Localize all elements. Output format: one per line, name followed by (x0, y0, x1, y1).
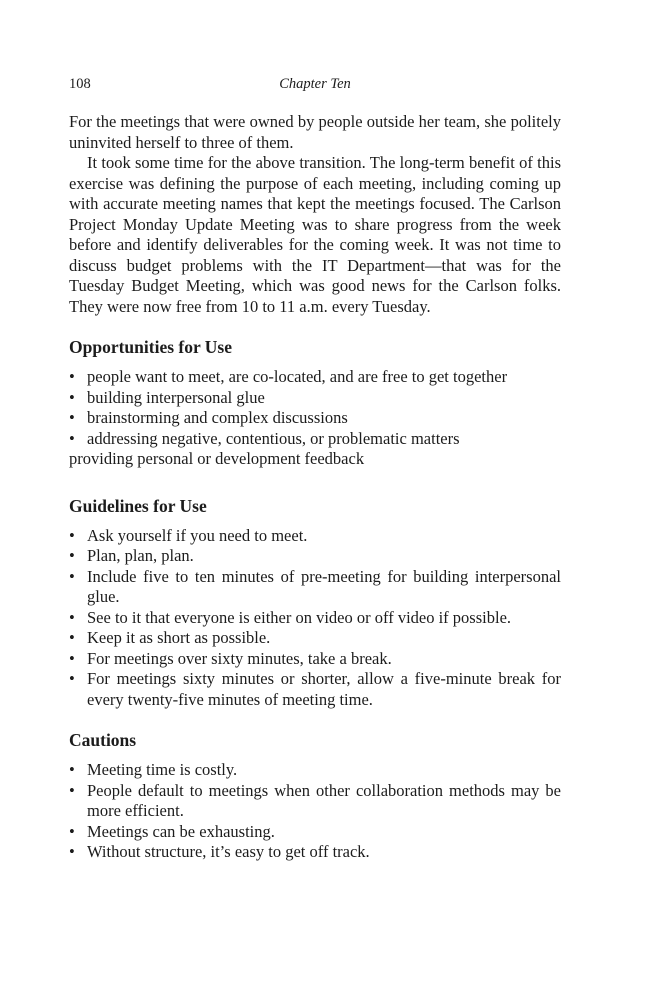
list-item-text: Plan, plan, plan. (87, 546, 194, 565)
list-item-text: building interpersonal glue (87, 387, 265, 407)
paragraph: It took some time for the above transition. The long-term benefit of this exercise was defining the purpose of each meeting, including coming up with accurate meeting names that kept the meetings focused. The Carlson Project Monday Update Meeting was to share progress from the week before and identify deliverables for the coming week. It was not time to discuss budget problems with the IT Department—that was for the Tuesday Budget Meeting, which was good news for the Carlson folks. They were now free from 10 to 11 a.m. every Tuesday. (69, 153, 561, 316)
bullet-icon: • (69, 408, 75, 427)
list-item-text: Meeting time is costly. (87, 760, 238, 779)
list-item (69, 388, 561, 409)
bullet-icon: • (69, 566, 75, 586)
bullet-icon: • (69, 387, 75, 407)
list-item (69, 760, 561, 781)
bullet-icon: • (69, 628, 75, 647)
list-item (69, 408, 561, 429)
paragraph: For the meetings that were owned by people outside her team, she politely uninvited herself to three of them. (69, 112, 561, 152)
section-heading-cautions: Cautions (69, 730, 137, 750)
list-item-text: Keep it as short as possible. (87, 628, 271, 647)
list-item (69, 429, 561, 450)
running-header (69, 76, 561, 96)
list-item-text: Ask yourself if you need to meet. (87, 525, 308, 545)
guidelines-list (69, 526, 561, 711)
list-item (69, 526, 561, 547)
list-item (69, 781, 561, 822)
cautions-list (69, 760, 561, 863)
list-item (69, 367, 561, 388)
bullet-icon: • (69, 780, 75, 800)
bullet-icon: • (69, 842, 75, 861)
bullet-icon: • (69, 428, 75, 448)
bullet-icon: • (69, 525, 75, 545)
section-heading-opportunities: Opportunities for Use (69, 337, 233, 357)
list-item (69, 608, 561, 629)
list-item-text: Without structure, it’s easy to get off track. (87, 842, 370, 861)
list-item-text: people want to meet, are co-located, and are free to get together (87, 367, 508, 386)
list-item-text: Include five to ten minutes of pre-meeting for building interpersonal glue. (87, 566, 561, 606)
list-item (69, 628, 561, 649)
list-item-text: addressing negative, contentious, or problematic matters (87, 428, 460, 448)
bullet-icon: • (69, 669, 75, 688)
page-body (69, 112, 561, 863)
list-item-text: brainstorming and complex discussions (87, 408, 348, 427)
list-item (69, 546, 561, 567)
bullet-icon: • (69, 648, 75, 668)
list-item (69, 649, 561, 670)
bullet-icon: • (69, 607, 75, 627)
list-item-text: For meetings sixty minutes or shorter, allow a five-minute break for every twenty-five minutes of meeting time. (87, 669, 561, 709)
bullet-icon: • (69, 367, 75, 386)
bullet-icon: • (69, 821, 75, 841)
list-item (69, 842, 561, 863)
list-item (69, 669, 561, 710)
unbulleted-line: providing personal or development feedback (69, 449, 365, 468)
list-item (69, 567, 561, 608)
bullet-icon: • (69, 546, 75, 565)
list-item-text: See to it that everyone is either on video or off video if possible. (87, 607, 512, 627)
bullet-icon: • (69, 760, 75, 779)
page-number: 108 (69, 76, 91, 92)
opportunities-list (69, 367, 561, 449)
chapter-title: Chapter Ten (279, 76, 351, 92)
list-item-text: Meetings can be exhausting. (87, 821, 275, 841)
list-item (69, 822, 561, 843)
list-item-text: For meetings over sixty minutes, take a break. (87, 648, 392, 668)
section-heading-guidelines: Guidelines for Use (69, 495, 207, 516)
list-item-text: People default to meetings when other collaboration methods may be more efficient. (87, 780, 561, 820)
